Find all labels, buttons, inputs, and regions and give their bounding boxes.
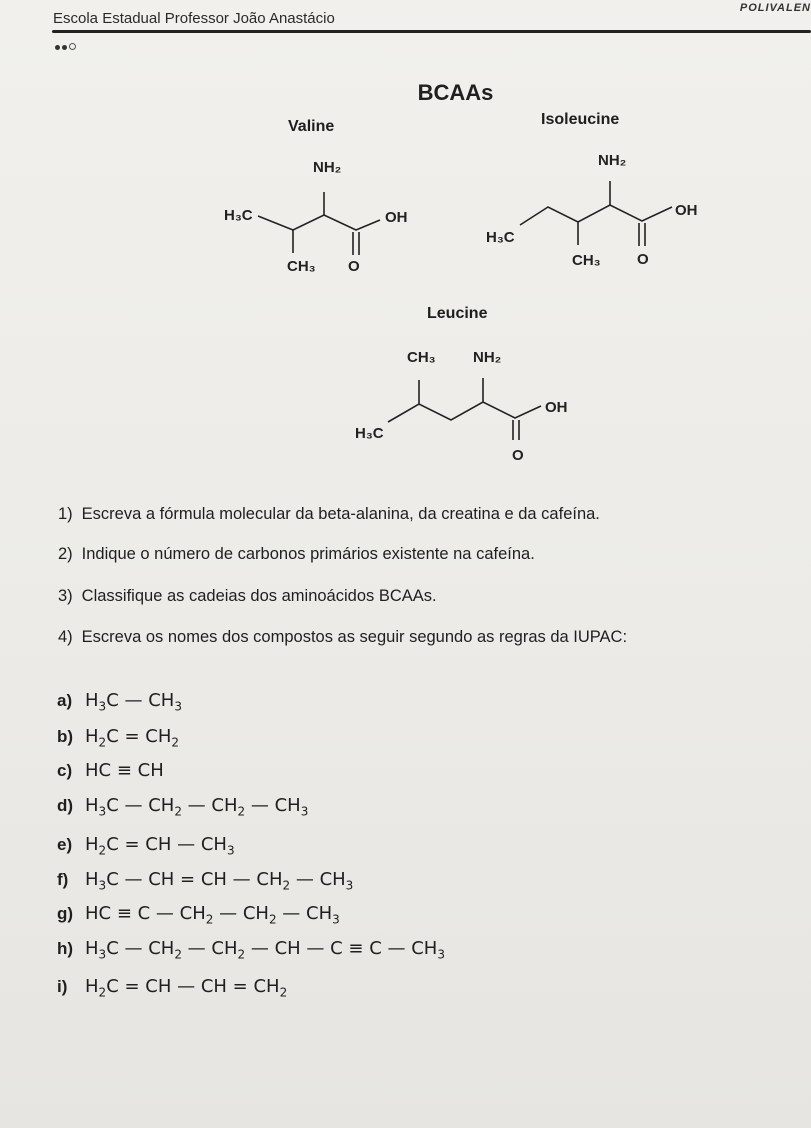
valine-amino-group: NH₂ xyxy=(313,159,342,176)
isoleucine-structure xyxy=(480,145,710,275)
compound-g: g) HC ≡ C — $CH_2$ — $CH_2$ — $CH_3$ xyxy=(57,903,340,927)
compound-d: d) $H_3C$ — $CH_2$ — $CH_2$ — $CH_3$ xyxy=(57,795,309,819)
compound-c: c) HC ≡ CH xyxy=(57,760,164,781)
question-3: 3) Classifique as cadeias dos aminoácidos BCAAs. xyxy=(58,587,437,605)
isoleucine-amino-group: NH₂ xyxy=(598,152,627,169)
header-dots-decoration xyxy=(55,37,78,55)
leucine-backbone xyxy=(388,402,541,422)
molecule-name-isoleucine: Isoleucine xyxy=(541,111,620,128)
compound-h: h) $H_3C$ — $CH_2$ — $CH_2$ — CH — C ≡ C — $CH_3$ xyxy=(57,938,445,962)
valine-methyl-left: H₃C xyxy=(224,207,253,224)
molecule-name-leucine: Leucine xyxy=(427,305,488,322)
leucine-hydroxyl: OH xyxy=(545,399,568,416)
compound-e: e) $H_2C$ = CH — $CH_3$ xyxy=(57,834,235,858)
question-4: 4) Escreva os nomes dos compostos as seguir segundo as regras da IUPAC: xyxy=(58,628,628,646)
isoleucine-methyl-left: H₃C xyxy=(486,229,515,246)
isoleucine-methyl-bottom: CH₃ xyxy=(572,252,601,269)
valine-methyl-bottom: CH₃ xyxy=(287,258,316,275)
valine-carbonyl-oxygen: O xyxy=(348,258,360,275)
question-2: 2) Indique o número de carbonos primários existente na cafeína. xyxy=(58,545,535,563)
compound-b: b) $H_2C = CH_2$ xyxy=(57,726,180,750)
leucine-methyl-top: CH₃ xyxy=(407,349,436,366)
isoleucine-hydroxyl: OH xyxy=(675,202,698,219)
leucine-carbonyl-oxygen: O xyxy=(512,447,524,464)
isoleucine-carbonyl-oxygen: O xyxy=(637,251,649,268)
section-title: BCAAs xyxy=(417,80,494,105)
header-rule xyxy=(52,30,811,33)
isoleucine-backbone xyxy=(520,205,672,225)
compound-f: f) $H_3C$ — CH = CH — $CH_2$ — $CH_3$ xyxy=(57,869,354,893)
school-name: Escola Estadual Professor João Anastácio xyxy=(53,10,335,27)
question-1: 1) Escreva a fórmula molecular da beta-alanina, da creatina e da cafeína. xyxy=(58,505,600,523)
brand-logo-text: POLIVALEN xyxy=(739,2,811,14)
leucine-structure xyxy=(355,340,595,470)
valine-backbone xyxy=(258,215,380,230)
leucine-methyl-left: H₃C xyxy=(355,425,384,442)
compound-i: i) $H_2C$ = CH — CH = $CH_2$ xyxy=(57,976,288,1000)
leucine-amino-group: NH₂ xyxy=(473,349,502,366)
molecule-name-valine: Valine xyxy=(288,118,335,135)
compound-a: a) $H_3C$ — $CH_3$ xyxy=(57,690,182,714)
valine-structure xyxy=(210,150,430,280)
valine-hydroxyl: OH xyxy=(385,209,408,226)
